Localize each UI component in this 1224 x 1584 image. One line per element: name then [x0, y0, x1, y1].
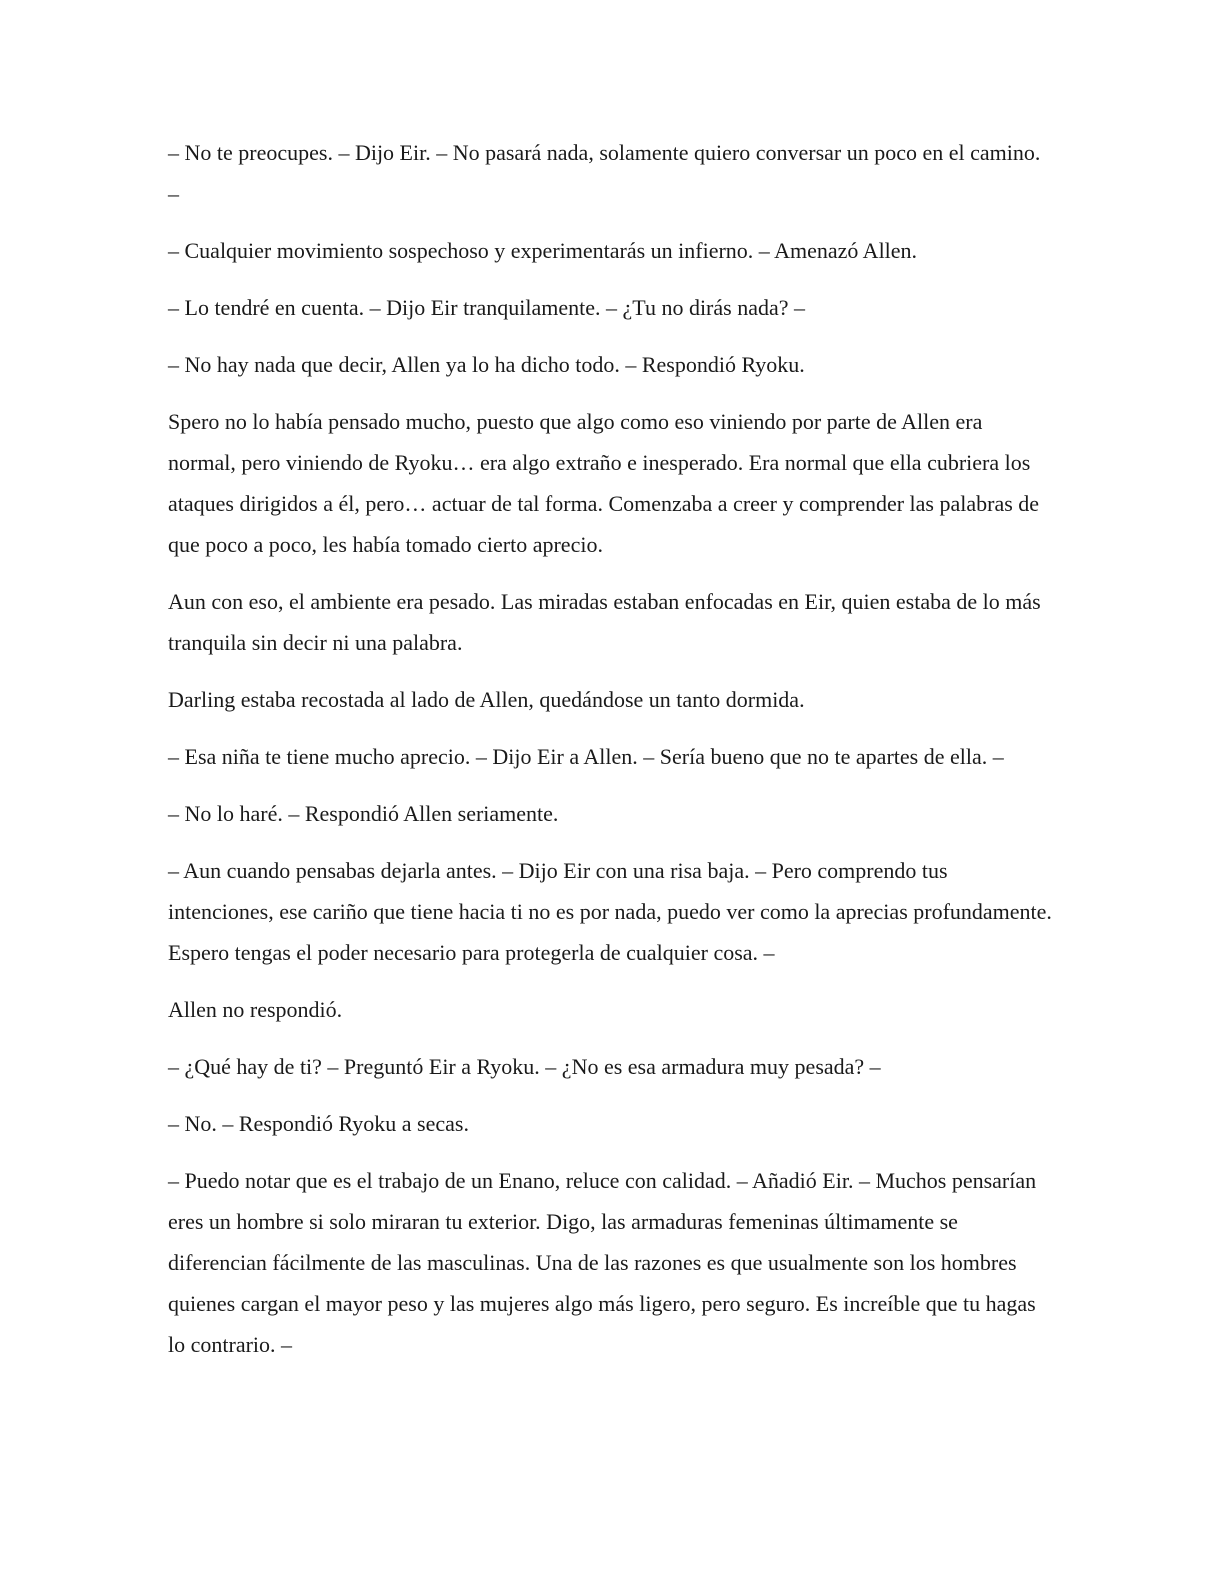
paragraph: – No. – Respondió Ryoku a secas. [168, 1111, 469, 1136]
paragraph: Allen no respondió. [168, 997, 343, 1022]
document-body [168, 132, 1052, 1381]
paragraph: – Lo tendré en cuenta. – Dijo Eir tranquilamente. – ¿Tu no dirás nada? – [168, 295, 806, 320]
paragraph: – No te preocupes. – Dijo Eir. – No pasará nada, solamente quiero conversar un poco en el camino. – [168, 140, 1041, 206]
paragraph: – Aun cuando pensabas dejarla antes. – Dijo Eir con una risa baja. – Pero comprendo tus intenciones, ese cariño que tiene hacia ti no es por nada, puedo ver como la aprecias profundamente. Espero tengas el poder necesario para protegerla de cualquier cosa. – [168, 858, 1052, 965]
paragraph: – Puedo notar que es el trabajo de un Enano, reluce con calidad. – Añadió Eir. – Muchos pensarían eres un hombre si solo miraran tu exterior. Digo, las armaduras femeninas últimamente se diferencian fácilmente de las masculinas. Una de las razones es que usualmente son los hombres quienes cargan el mayor peso y las mujeres algo más ligero, pero seguro. Es increíble que tu hagas lo contrario. – [168, 1168, 1037, 1357]
paragraph: Aun con eso, el ambiente era pesado. Las miradas estaban enfocadas en Eir, quien estaba de lo más tranquila sin decir ni una palabra. [168, 589, 1041, 655]
paragraph: – Cualquier movimiento sospechoso y experimentarás un infierno. – Amenazó Allen. [168, 238, 918, 263]
paragraph: – No hay nada que decir, Allen ya lo ha dicho todo. – Respondió Ryoku. [168, 352, 805, 377]
paragraph: Darling estaba recostada al lado de Allen, quedándose un tanto dormida. [168, 687, 805, 712]
paragraph: – Esa niña te tiene mucho aprecio. – Dijo Eir a Allen. – Sería bueno que no te apartes de ella. – [168, 744, 1004, 769]
paragraph: – No lo haré. – Respondió Allen seriamente. [168, 801, 559, 826]
paragraph: – ¿Qué hay de ti? – Preguntó Eir a Ryoku. – ¿No es esa armadura muy pesada? – [168, 1054, 881, 1079]
paragraph: Spero no lo había pensado mucho, puesto que algo como eso viniendo por parte de Allen era normal, pero viniendo de Ryoku… era algo extraño e inesperado. Era normal que ella cubriera los ataques dirigidos a él, pero… actuar de tal forma. Comenzaba a creer y comprender las palabras de que poco a poco, les había tomado cierto aprecio. [168, 409, 1040, 557]
